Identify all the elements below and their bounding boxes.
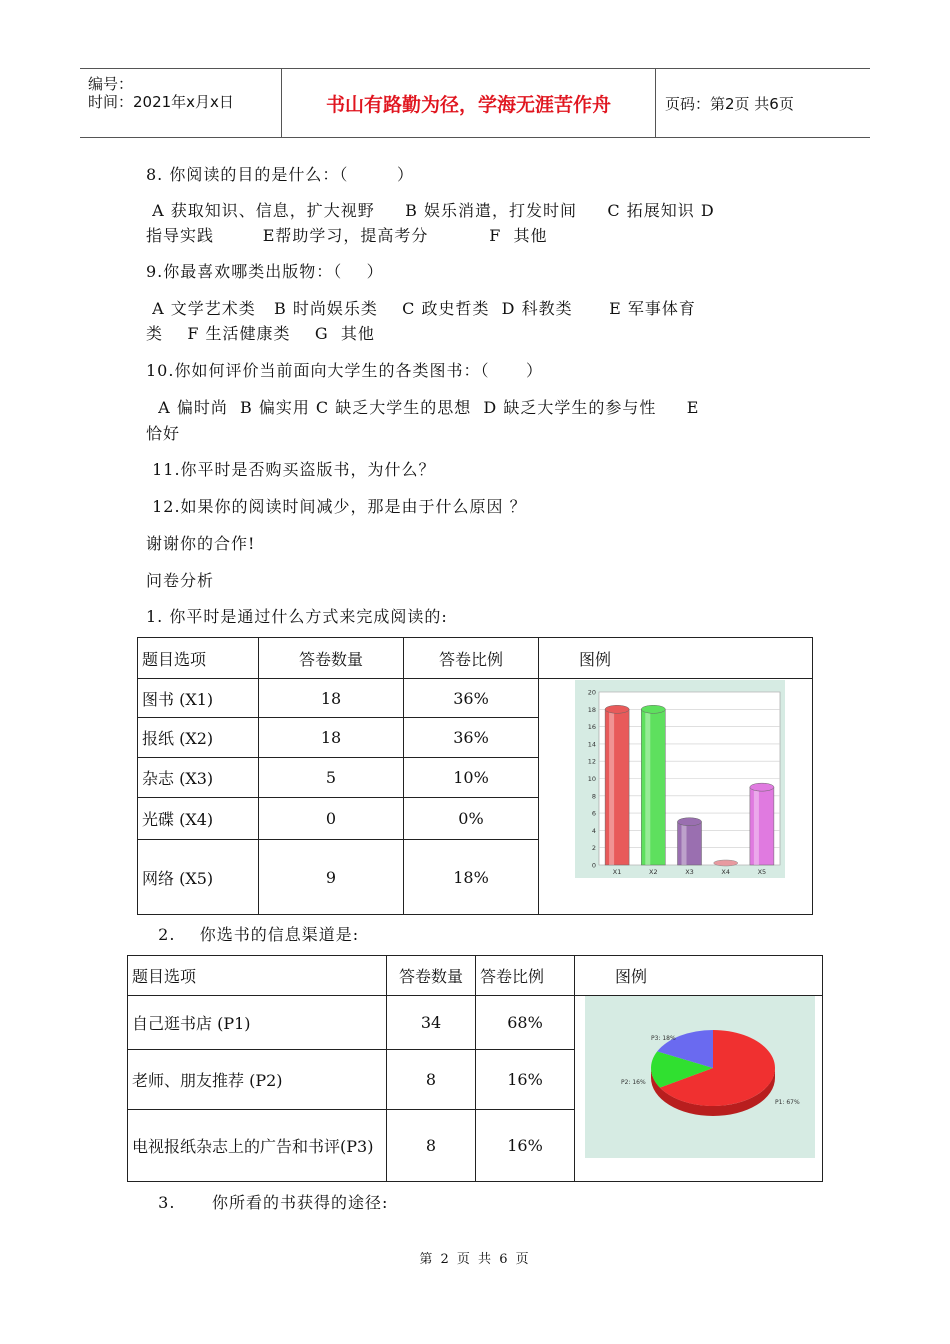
bar — [605, 709, 629, 865]
cell-count: 8 — [387, 1050, 476, 1110]
header-left — [80, 69, 280, 137]
x-tick-label: X1 — [612, 868, 622, 876]
col-header-option: 题目选项 — [128, 956, 387, 996]
bar-top — [750, 783, 774, 791]
pie-label: P3: 18% — [651, 1035, 676, 1042]
bar-highlight — [609, 709, 614, 865]
col-header-ratio: 答卷比例 — [476, 956, 575, 996]
question-8: 8. 你阅读的目的是什么：（ ） — [146, 165, 415, 184]
page-header — [80, 68, 870, 138]
y-tick-label: 10 — [587, 775, 596, 783]
thanks-text: 谢谢你的合作! — [146, 534, 256, 553]
cell-option: 杂志 (X3) — [138, 758, 259, 798]
question-9-options-line2: 类 F 生活健康类 G 其他 — [146, 324, 375, 343]
doc-code-label: 编号： — [88, 75, 134, 93]
analysis-2-title: 2. 你选书的信息渠道是: — [146, 925, 360, 944]
cell-ratio: 36% — [404, 679, 539, 718]
bar-top — [641, 705, 665, 713]
info-channel-pie-chart — [585, 996, 815, 1158]
cell-option: 光碟 (X4) — [138, 798, 259, 840]
question-9: 9.你最喜欢哪类出版物：（ ） — [146, 262, 384, 281]
analysis-heading: 问卷分析 — [146, 571, 215, 590]
cell-option: 网络 (X5) — [138, 840, 259, 915]
x-tick-label: X5 — [757, 868, 767, 876]
y-tick-label: 18 — [587, 705, 596, 714]
x-tick-label: X4 — [721, 868, 730, 876]
doc-time-label: 时间：2021年x月x日 — [88, 93, 234, 111]
y-tick-label: 6 — [591, 809, 596, 818]
cell-count: 18 — [259, 679, 404, 718]
question-10-options-line1: A 偏时尚 B 偏实用 C 缺乏大学生的思想 D 缺乏大学生的参与性 E — [146, 398, 700, 417]
pie-label: P1: 67% — [775, 1099, 800, 1106]
question-8-options-line2: 指导实践 E帮助学习，提高考分 F 其他 — [146, 226, 548, 245]
question-9-options-line1: A 文学艺术类 B 时尚娱乐类 C 政史哲类 D 科教类 E 军事体育 — [146, 299, 696, 318]
question-10-options-line2: 恰好 — [146, 424, 181, 443]
cell-count: 8 — [387, 1110, 476, 1182]
y-tick-label: 16 — [587, 723, 596, 732]
y-tick-label: 12 — [587, 757, 596, 766]
cell-count: 34 — [387, 996, 476, 1050]
question-11: 11.你平时是否购买盗版书，为什么？ — [146, 460, 436, 479]
cell-ratio: 68% — [476, 996, 575, 1050]
y-tick-label: 8 — [591, 792, 596, 801]
cell-ratio: 16% — [476, 1110, 575, 1182]
header-page-label — [665, 69, 870, 137]
cell-count: 9 — [259, 840, 404, 915]
cell-option: 自己逛书店 (P1) — [128, 996, 387, 1050]
x-tick-label: X2 — [649, 868, 658, 876]
cell-ratio: 16% — [476, 1050, 575, 1110]
cell-count: 5 — [259, 758, 404, 798]
reading-method-bar-chart — [575, 680, 785, 878]
bar — [678, 822, 702, 865]
col-header-option: 题目选项 — [138, 638, 259, 679]
header-motto: 书山有路勤为径，学海无涯苦作舟 — [281, 69, 656, 137]
y-tick-label: 4 — [591, 826, 596, 835]
y-tick-label: 2 — [591, 844, 596, 853]
cell-count: 0 — [259, 798, 404, 840]
analysis-1-title: 1. 你平时是通过什么方式来完成阅读的: — [146, 607, 448, 626]
bar — [750, 787, 774, 865]
bar-highlight — [645, 709, 650, 865]
col-header-ratio: 答卷比例 — [404, 638, 539, 679]
cell-count: 18 — [259, 718, 404, 758]
question-12: 12.如果你的阅读时间减少，那是由于什么原因 ？ — [146, 497, 527, 516]
cell-option: 报纸 (X2) — [138, 718, 259, 758]
bar-top — [605, 705, 629, 713]
cell-option: 电视报纸杂志上的广告和书评(P3) — [128, 1110, 387, 1182]
col-header-legend: 图例 — [539, 638, 813, 679]
y-tick-label: 20 — [587, 688, 596, 697]
cell-ratio: 36% — [404, 718, 539, 758]
bar-highlight — [682, 822, 687, 865]
table-header-row — [128, 956, 823, 996]
page-footer: 第 2 页 共 6 页 — [419, 1252, 531, 1267]
table-header-row — [138, 638, 813, 679]
cell-option: 图书 (X1) — [138, 679, 259, 718]
page-label-text: 页码：第2页 共6页 — [665, 94, 794, 113]
pie-label: P2: 16% — [621, 1079, 646, 1086]
col-header-count: 答卷数量 — [387, 956, 476, 996]
bar-highlight — [754, 787, 759, 865]
question-10: 10.你如何评价当前面向大学生的各类图书：（ ） — [146, 361, 543, 380]
cell-ratio: 10% — [404, 758, 539, 798]
bar-top — [714, 860, 738, 866]
cell-ratio: 0% — [404, 798, 539, 840]
bar — [641, 709, 665, 865]
col-header-legend: 图例 — [575, 956, 823, 996]
cell-option: 老师、朋友推荐 (P2) — [128, 1050, 387, 1110]
bar-top — [678, 818, 702, 826]
x-tick-label: X3 — [685, 868, 694, 876]
y-tick-label: 0 — [591, 861, 596, 870]
question-8-options-line1: A 获取知识、信息，扩大视野 B 娱乐消遣，打发时间 C 拓展知识 D — [146, 201, 715, 220]
cell-ratio: 18% — [404, 840, 539, 915]
analysis-3-title: 3. 你所看的书获得的途径: — [146, 1193, 389, 1212]
y-tick-label: 14 — [587, 740, 596, 749]
col-header-count: 答卷数量 — [259, 638, 404, 679]
